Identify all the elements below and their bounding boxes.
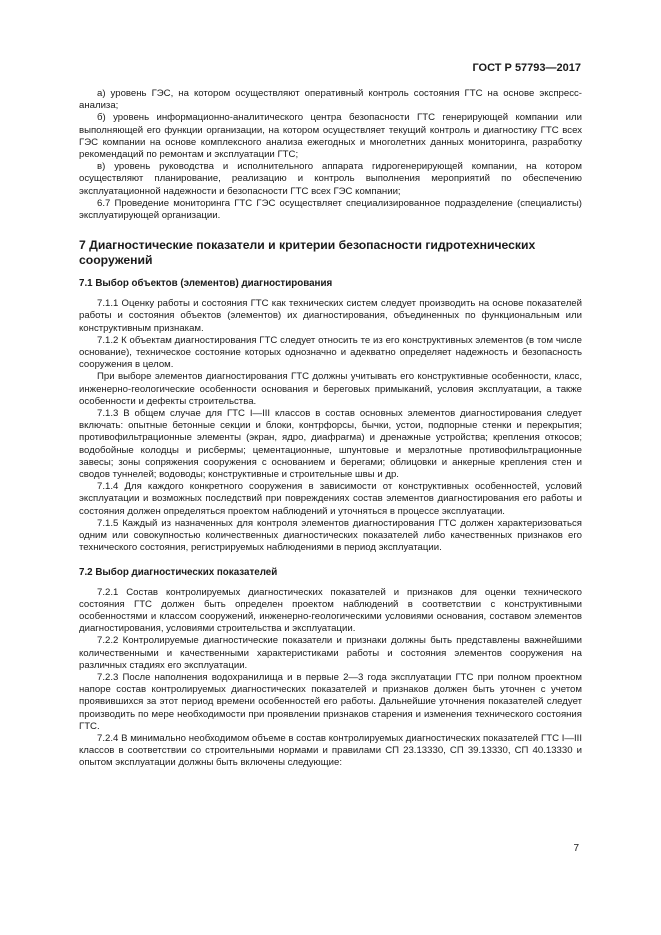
clause-7-2-3: 7.2.3 После наполнения водохранилища и в первые 2—3 года эксплуатации ГТС при полном проектном напоре состав контролируемых диагностических показателей и признаков должен быть уточнен с учетом проявившихся за этот период времени особенностей его работы. Дальнейшие уточнения показателей следует производить по мере необходимости при проявлении признаков старения и изменения технического состояния ГТС.	[79, 671, 582, 732]
clause-7-2-4: 7.2.4 В минимально необходимом объеме в состав контролируемых диагностических показателей ГТС I—III классов в соответствии со строительными нормами и правилами СП 23.13330, СП 39.13330, СП 40.13330 и опытом эксплуатации должны быть включены следующие:	[79, 732, 582, 769]
page-number: 7	[573, 843, 579, 854]
clause-7-2-2: 7.2.2 Контролируемые диагностические показатели и признаки должны быть представлены важнейшими количественными и качественными характеристиками работы и состояния элементов сооружения на различных стадиях его эксплуатации.	[79, 635, 582, 671]
section-7-heading: 7 Диагностические показатели и критерии безопасности гидротехнических сооружений	[79, 238, 536, 268]
clause-7-1-1: 7.1.1 Оценку работы и состояния ГТС как технических систем следует производить на основе показателей работы и состояния объектов (элементов) их диагностирования, объединенных по функциональным или конструктивным признакам.	[79, 298, 582, 334]
list-item-c: в) уровень руководства и исполнительного аппарата гидрогенерирующей компании, на котором осуществляют планирование, реализацию и контроль выполнения мероприятий по обеспечению эксплуатационной надежности и безопасности ГТС всех ГЭС компании;	[79, 161, 582, 197]
document-code: ГОСТ Р 57793—2017	[472, 62, 581, 74]
clause-7-1-2: 7.1.2 К объектам диагностирования ГТС следует относить те из его конструктивных элементов (в том числе основание), техническое состояние которых однозначно и адекватно определяет надежность и безопасность сооружения в целом.	[79, 334, 582, 371]
subsection-7-2-heading: 7.2 Выбор диагностических показателей	[79, 566, 278, 578]
clause-7-1-2-cont: При выборе элементов диагностирования ГТС должны учитывать его конструктивные особенности, класс, инженерно-геологические особенности основания и береговых примыканий, условия эксплуатации, а также особенности и дефекты строительства.	[79, 371, 582, 407]
clause-7-2-1: 7.2.1 Состав контролируемых диагностических показателей и признаков для оценки технического состояния ГТС должен быть определен проектом наблюдений в соответствии с конструктивными особенностями и классом сооружений, инженерно-геологическими условиями основания, составом элементов диагностирования, условиями строительства и эксплуатации.	[79, 586, 582, 635]
subsection-7-1-heading: 7.1 Выбор объектов (элементов) диагностирования	[79, 278, 333, 290]
list-item-b: б) уровень информационно-аналитического центра безопасности ГТС генерирующей компании или выполняющей его функции организации, на котором осуществляет текущий контроль и диагностику ГТС всех ГЭС компании на основе комплексного анализа ежегодных и многолетних данных мониторинга, разработку рекомендаций по ремонтам и эксплуатации ГТС;	[79, 112, 582, 161]
clause-7-1-3: 7.1.3 В общем случае для ГТС I—III классов в состав основных элементов диагностирования следует включать: опытные бетонные секции и блоки, контрфорсы, бычки, устои, подпорные стенки и перекрытия; противофильтрационные элементы (экран, ядро, диафрагма) и дренажные устройства; крепления откосов; водобойные колодцы и рисбермы; цементационные, шпунтовые и мерзлотные противофильтрационные завесы; зоны сопряжения сооружения с основанием и берегами; облицовки и анкерные крепления стен и сводов туннелей; водоводы; конструктивные и строительные швы и др.	[79, 408, 582, 481]
clause-6-7: 6.7 Проведение мониторинга ГТС ГЭС осуществляет специализированное подразделение (специалисты) эксплуатирующей организации.	[79, 197, 582, 222]
page-content	[79, 88, 582, 770]
clause-7-1-4: 7.1.4 Для каждого конкретного сооружения в зависимости от конструктивных особенностей, условий эксплуатации и возможных последствий при повреждениях состав элементов диагностирования его работы и состояния должен определяться проектом наблюдений и уточняться в процессе эксплуатации.	[79, 481, 582, 517]
list-item-a: а) уровень ГЭС, на котором осуществляют оперативный контроль состояния ГТС на основе экспресс-анализа;	[79, 88, 582, 112]
clause-7-1-5: 7.1.5 Каждый из назначенных для контроля элементов диагностирования ГТС должен характеризоваться одним или совокупностью количественных диагностических показателей либо качественных признаков его технического состояния, регистрируемых наблюдениями в период эксплуатации.	[79, 517, 582, 554]
